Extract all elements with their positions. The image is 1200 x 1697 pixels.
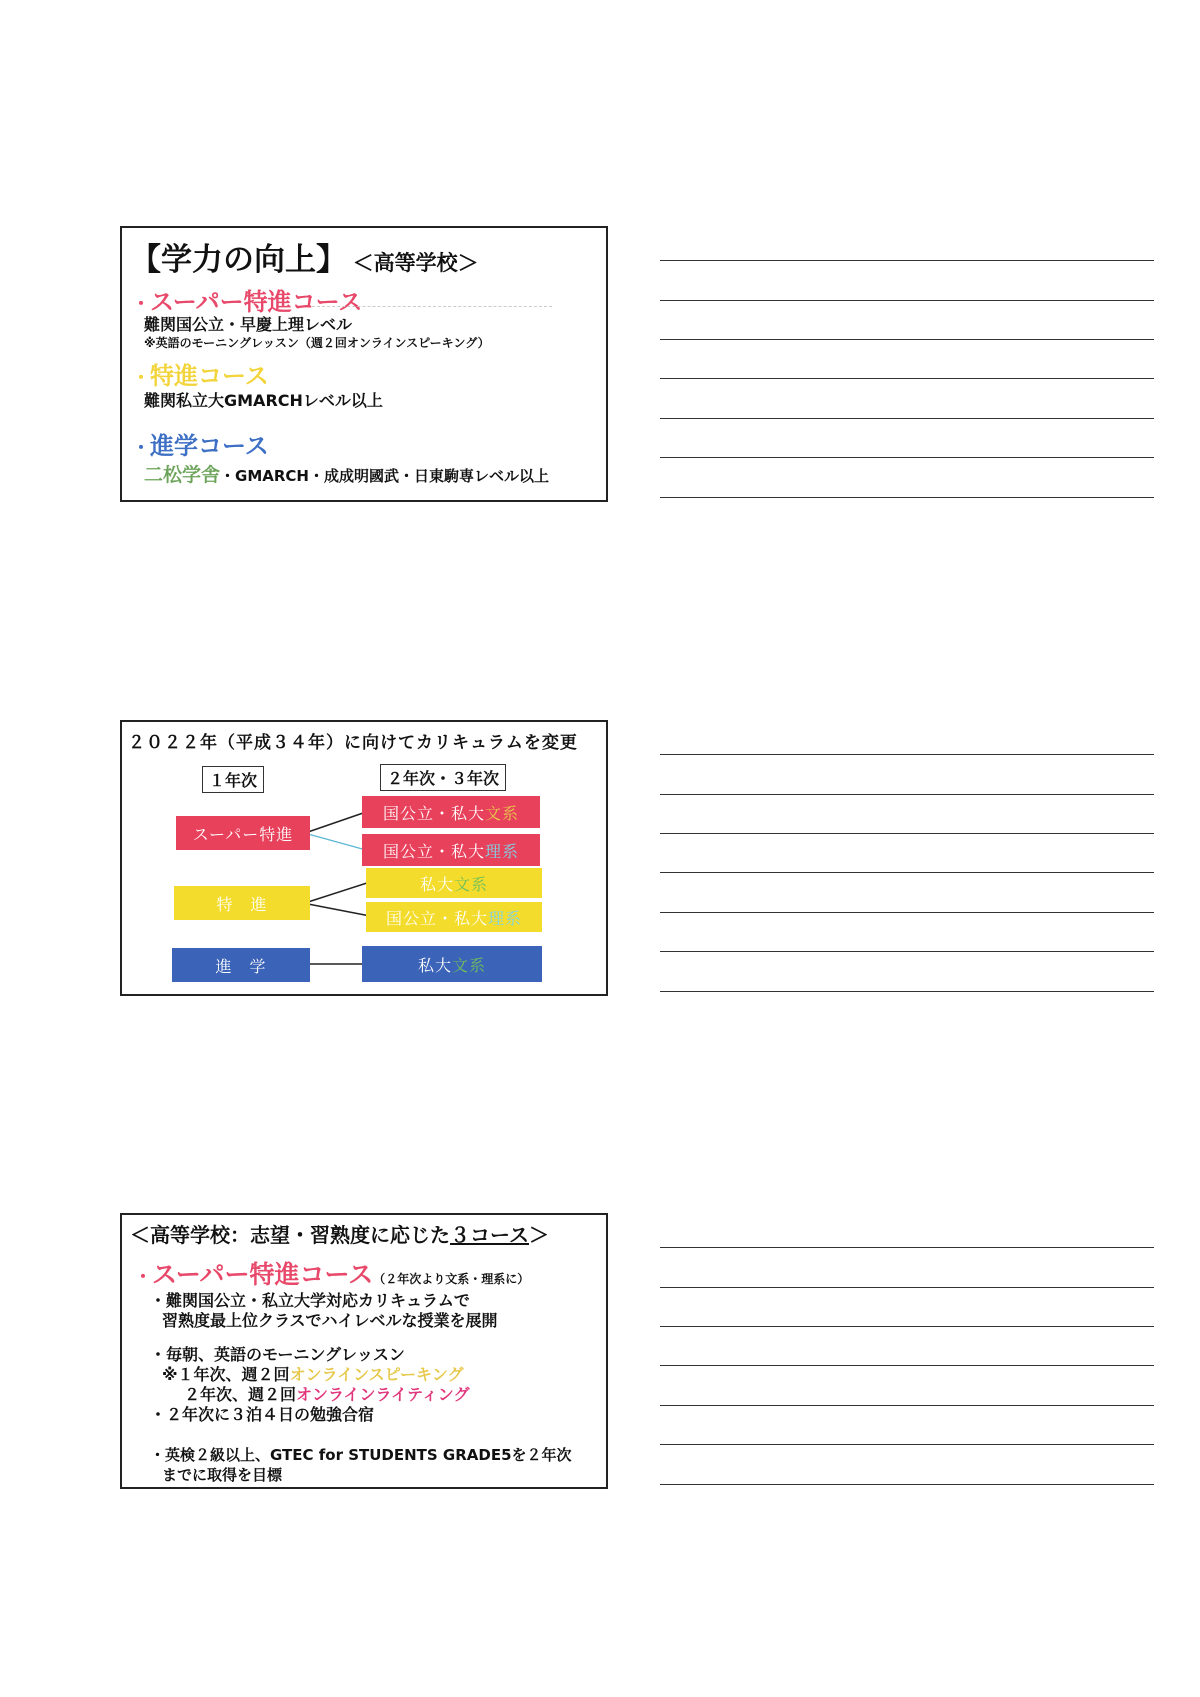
note-line: [660, 872, 1154, 873]
box-super-tokushin: スーパー特進: [176, 816, 310, 850]
year1-label: １年次: [202, 766, 264, 793]
course-desc: 二松学舎・GMARCH・成成明國武・日東駒専レベル以上: [144, 464, 549, 486]
divider: [312, 306, 552, 307]
box-shidai-bunkei: 私大 文系: [366, 868, 542, 898]
note-line: [660, 1444, 1154, 1445]
note-line: [660, 1405, 1154, 1406]
note-line: [660, 418, 1154, 419]
slide1-title: 【学力の向上】 ＜高等学校＞: [130, 242, 479, 278]
course-desc: 難関私立大GMARCHレベル以上: [144, 391, 383, 410]
slide2-header: ２０２２年（平成３４年）に向けてカリキュラムを変更: [128, 733, 578, 753]
box-kokko-rikei-2: 国公立・私大 理系: [366, 902, 542, 932]
box-tokushin: 特 進: [174, 886, 310, 920]
box-kokko-rikei: 国公立・私大 理系: [362, 834, 540, 866]
note-line: [660, 339, 1154, 340]
slide-academic-improvement: [120, 226, 608, 502]
note-line: [660, 1326, 1154, 1327]
note-line: [660, 1484, 1154, 1485]
course-desc: 難関国公立・早慶上理レベル: [144, 315, 353, 334]
box-shidai-bunkei-2: 私大 文系: [362, 946, 542, 982]
course-super-tokushin-3: ・スーパー特進コース（２年次より文系・理系に）: [134, 1260, 530, 1289]
point-4: ・英検２級以上、GTEC for STUDENTS GRADE5を２年次 までに取得を目標: [150, 1446, 572, 1484]
slide-three-courses: [120, 1213, 608, 1489]
box-shingaku: 進 学: [172, 948, 310, 982]
note-line: [660, 1365, 1154, 1366]
course-shingaku: ・進学コース: [132, 432, 269, 460]
note-line: [660, 1247, 1154, 1248]
note-line: [660, 378, 1154, 379]
course-tokushin: ・特進コース: [132, 362, 269, 390]
note-line: [660, 754, 1154, 755]
note-line: [660, 497, 1154, 498]
note-line: [660, 457, 1154, 458]
point-1: ・難関国公立・私立大学対応カリキュラムで 習熟度最上位クラスでハイレベルな授業を展開: [150, 1291, 498, 1330]
note-line: [660, 1287, 1154, 1288]
box-kokko-bunkei: 国公立・私大 文系: [362, 796, 540, 828]
note-line: [660, 991, 1154, 992]
note-line: [660, 833, 1154, 834]
note-line: [660, 794, 1154, 795]
slide-curriculum-change: [120, 720, 608, 996]
year23-label: ２年次・３年次: [380, 764, 506, 791]
note-line: [660, 951, 1154, 952]
slide3-title: ＜高等学校：志望・習熟度に応じた３コース＞: [130, 1223, 549, 1247]
course-note: ※英語のモーニングレッスン（週２回オンラインスピーキング）: [144, 336, 490, 350]
note-line: [660, 300, 1154, 301]
point-2: ・毎朝、英語のモーニングレッスン ※１年次、週２回オンラインスピーキング ２年次、週２回オンラインライティング ・２年次に３泊４日の勉強合宿: [150, 1345, 470, 1424]
course-super-tokushin: ・スーパー特進コース: [132, 288, 363, 316]
note-line: [660, 260, 1154, 261]
note-line: [660, 912, 1154, 913]
